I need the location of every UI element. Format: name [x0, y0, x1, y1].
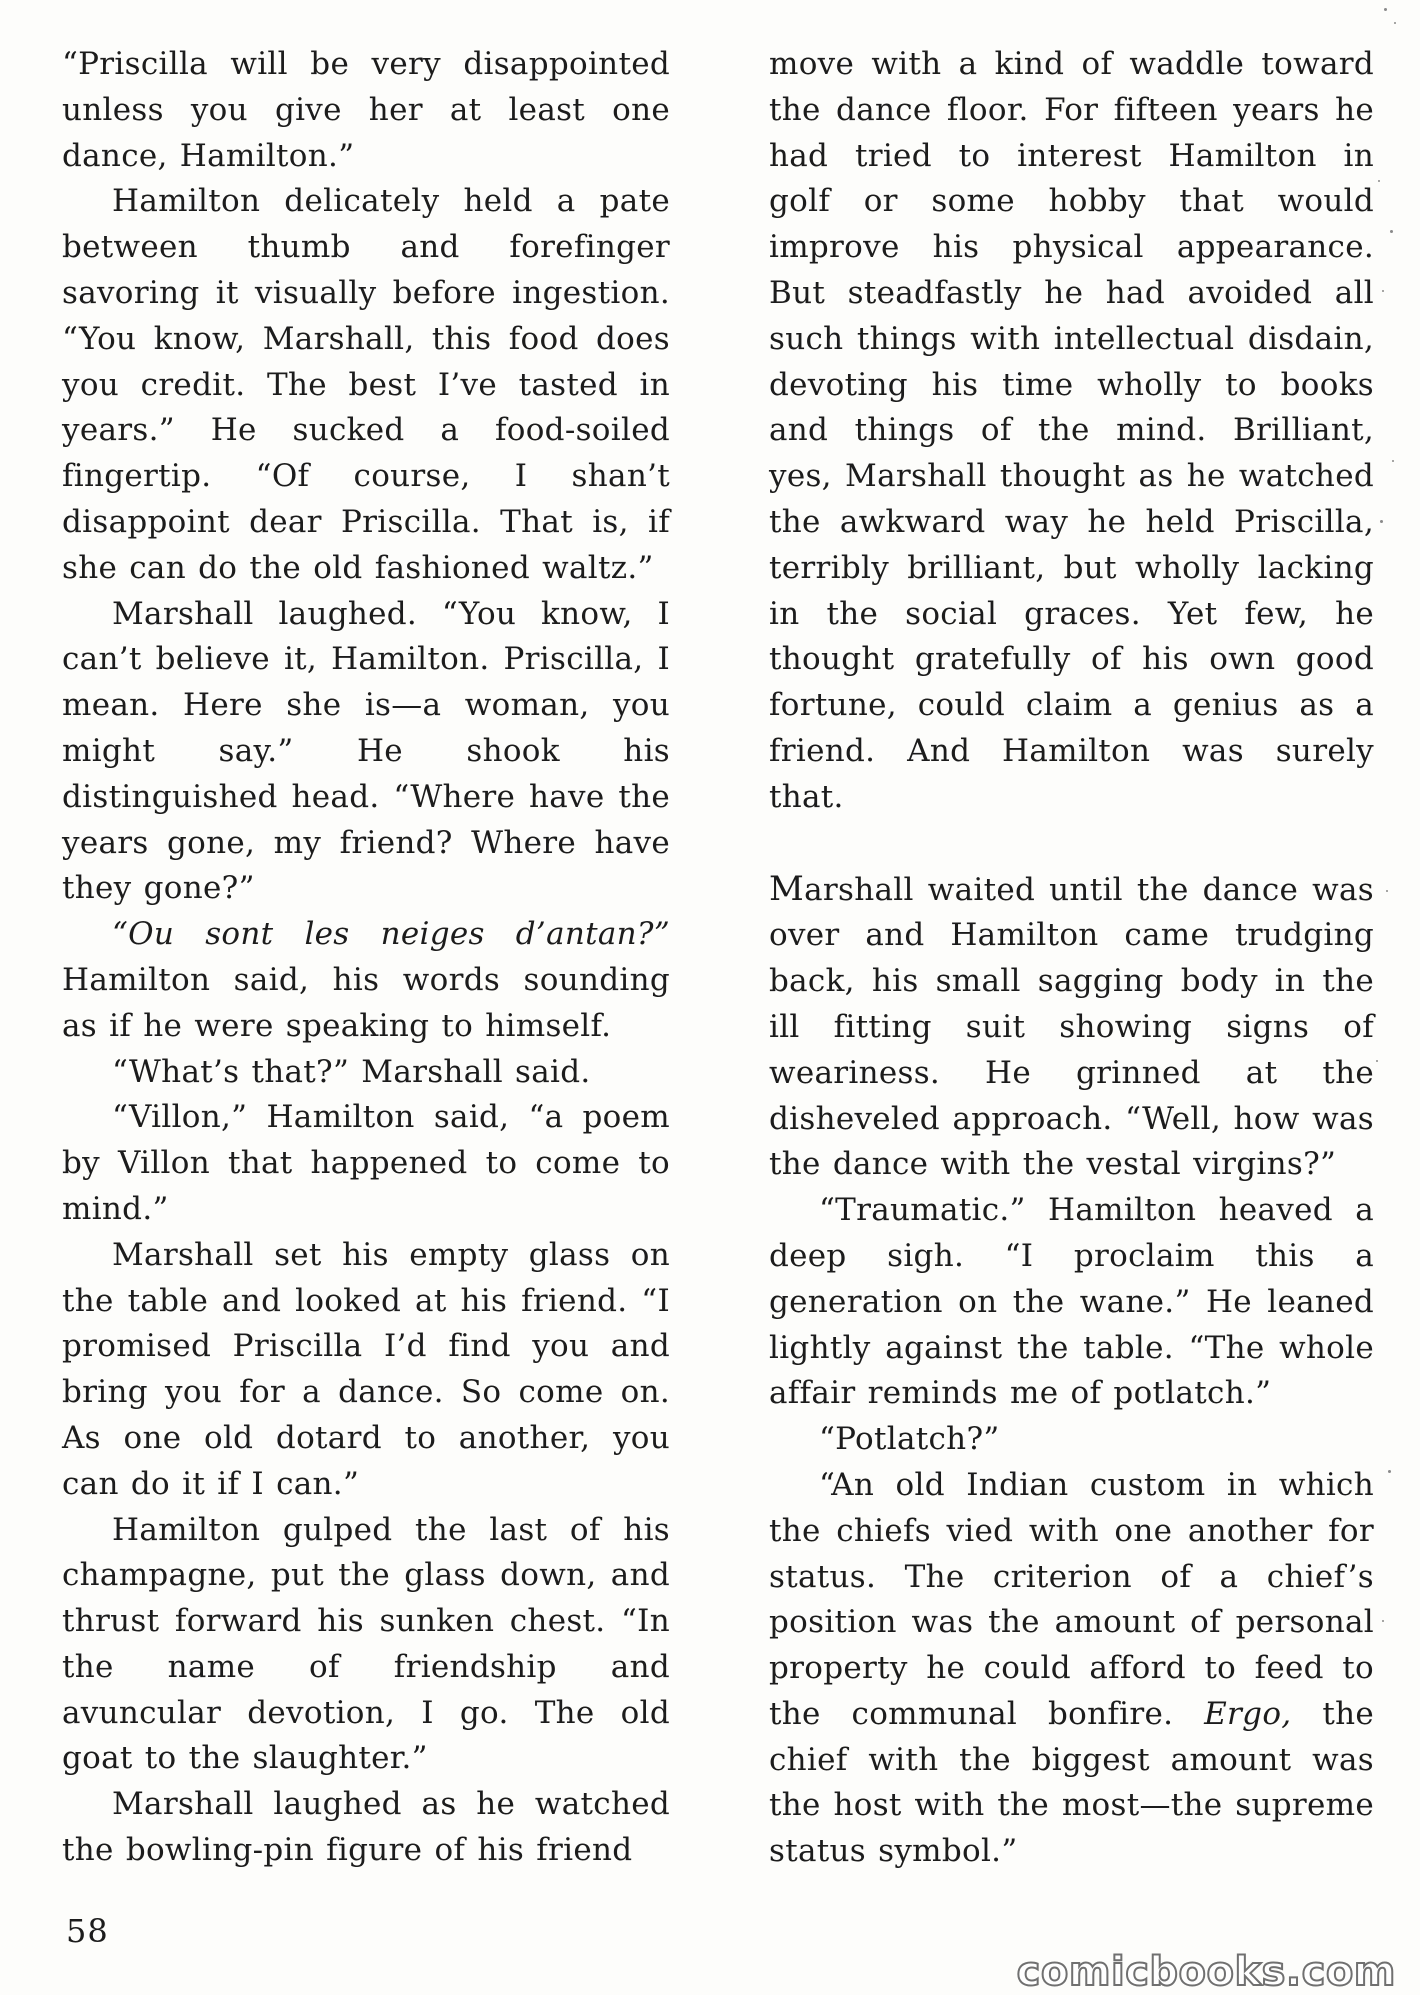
paragraph-continued: move with a kind of waddle toward the dance floor. For fifteen years he had tried to interest Hamilton in golf or some hobby that would improve his physical appearance. But steadfastly he had avoided all such things with intellectual disdain, devoting his time wholly to books and things of the mind. Brilliant, yes, Marshall thought as he watched the awkward way he held Priscilla, terribly brilliant, but wholly lacking in the social graces. Yet few, he thought gratefully of his own good fortune, could claim a genius as a friend. And Hamilton was surely that. — [769, 46, 1374, 815]
paragraph-1: “Priscilla will be very disappointed unless you give her at least one dance, Hamilton.” — [62, 46, 670, 174]
scan-speck — [1394, 22, 1396, 24]
paragraph-potlatch-explanation — [769, 1463, 1374, 1875]
scan-speck — [1384, 8, 1387, 11]
section-paragraph — [769, 867, 1374, 1189]
explanation-start: “An old Indian custom in which the chiefs vied with one another for status. The criterion of a chief’s position was the amount of personal property he could afford to feed to the communal bonfire. — [769, 1466, 1374, 1732]
paragraph-2: Hamilton delicately held a pate between thumb and forefinger savoring it visually before ingestion. “You know, Marshall, this food does you credit. The best I’ve tasted in years.” He sucked a food-soiled fingertip. “Of course, I shan’t disappoint dear Priscilla. That is, if she can do the old fashioned waltz.” — [62, 183, 670, 586]
paragraph-traumatic: “Traumatic.” Hamilton heaved a deep sigh. “I proclaim this a generation on the wane.” He leaned lightly against the table. “The whole affair reminds me of potlatch.” — [769, 1192, 1374, 1412]
right-text-column — [769, 42, 1374, 1875]
scan-speck — [1382, 290, 1384, 292]
paragraph-potlatch-question: “Potlatch?” — [819, 1421, 1000, 1458]
paragraph-8: Hamilton gulped the last of his champagne, put the glass down, and thrust forward his sunken chest. “In the name of friendship and avuncular devotion, I go. The old goat to the slaughter.” — [62, 1511, 670, 1777]
scan-speck — [1390, 230, 1393, 233]
paragraph-7: Marshall set his empty glass on the table and looked at his friend. “I promised Priscilla I’d find you and bring you for a dance. So come on. As one old dotard to another, you can do it if I can.” — [62, 1236, 670, 1502]
watermark-logo: comicbooks.com — [1016, 1949, 1396, 1995]
scan-speck — [1376, 1060, 1378, 1062]
section-paragraph-rest: arshall waited until the dance was over and Hamilton came trudging back, his small sagging body in the ill fitting suit showing signs of weariness. He grinned at the disheveled approach. “Well, how was the dance with the vestal virgins?” — [769, 871, 1374, 1183]
scan-speck — [1382, 1620, 1384, 1622]
ergo-italic: Ergo, — [1204, 1695, 1292, 1732]
paragraph-9: Marshall laughed as he watched the bowling-pin figure of his friend — [62, 1786, 670, 1869]
page-number: 58 — [66, 1912, 109, 1950]
scan-speck — [1380, 520, 1383, 523]
paragraph-6: “Villon,” Hamilton said, “a poem by Villon that happened to come to mind.” — [62, 1099, 670, 1227]
paragraph-4 — [62, 912, 670, 1049]
scan-speck — [1388, 1470, 1391, 1473]
paragraph-3: Marshall laughed. “You know, I can’t believe it, Hamilton. Priscilla, I mean. Here she is—a woman, you might say.” He shook his distinguished head. “Where have the years gone, my friend? Where have they gone?” — [62, 595, 670, 907]
french-quote: “Ou sont les neiges d’antan?” — [112, 916, 670, 953]
scan-noise-margin — [1372, 0, 1412, 1994]
scan-speck — [1386, 890, 1388, 892]
initial-capital: M — [769, 868, 805, 909]
paragraph-4-rest: Hamilton said, his words sounding as if he were speaking to himself. — [62, 961, 670, 1044]
paragraph-5: “What’s that?” Marshall said. — [112, 1053, 591, 1090]
left-text-column — [62, 42, 670, 1874]
explanation-end: the chief with the biggest amount was the host with the most—the supreme status symbol.” — [769, 1695, 1374, 1870]
scan-speck — [1378, 180, 1380, 182]
scan-speck — [1392, 460, 1394, 462]
